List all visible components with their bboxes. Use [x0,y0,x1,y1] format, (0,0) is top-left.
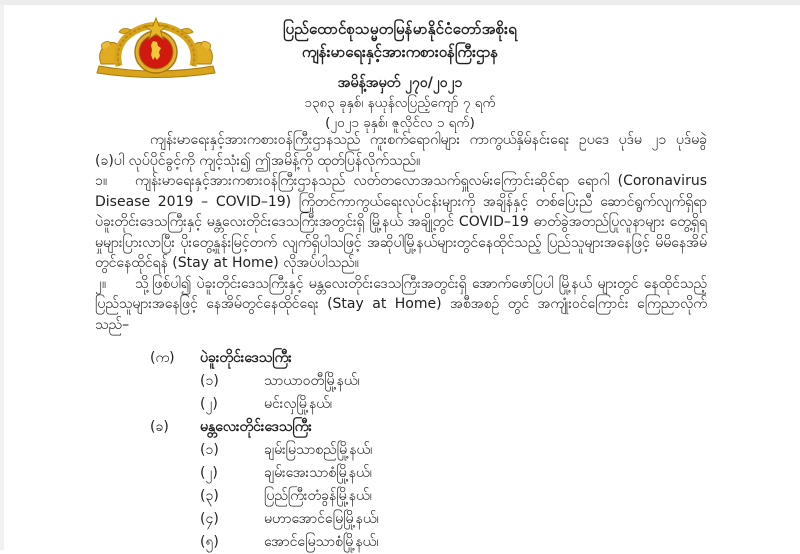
township-number: (၄) [200,511,219,527]
township-item [200,370,630,393]
order-number: အမိန့်အမှတ် ၂၇၀/၂၀၂၁ [337,75,463,91]
region-bago [150,347,630,370]
township-item [200,462,630,485]
township-number: (၂) [200,465,218,481]
township-number: (၁) [200,442,219,458]
township-item [200,485,630,508]
township-item [200,439,630,462]
region-name: မန္တလေးတိုင်းဒေသကြီး [200,419,312,435]
region-name: ပဲခူးတိုင်းဒေသကြီး [200,350,292,366]
paragraph-1-number: ၁။ [95,173,108,189]
township-name: မဟာအောင်မြေမြို့နယ်၊ [264,511,379,527]
township-number: (၃) [200,488,219,504]
ministry-title: ကျန်းမာရေးနှင့်အားကစားဝန်ကြီးဌာန [301,43,499,61]
document-body [95,130,707,335]
township-number: (၁) [200,373,219,389]
date-gregorian-calendar: (၂၀၂၁ ခုနှစ်၊ ဇူလိုင်လ ၁ ရက်) [325,115,475,131]
township-item [200,531,630,554]
paragraph-2 [95,274,707,336]
paragraph-2-number: ၂။ [95,275,107,292]
date-myanmar-calendar: ၁၃၈၃ ခုနှစ်၊ နယုန်လပြည့်ကျော် ၇ ရက် [304,95,496,111]
paragraph-1 [95,171,707,274]
township-name: ချမ်းအေးသာစံမြို့နယ်၊ [264,465,372,481]
township-item [200,508,630,531]
township-name: ချမ်းမြသာစည်မြို့နယ်၊ [264,442,373,458]
township-name: သာယာဝတီမြို့နယ်၊ [264,373,360,389]
township-name: အောင်မြေသာစံမြို့နယ်၊ [264,534,379,550]
township-number: (၅) [200,534,219,550]
township-item [200,393,630,416]
government-title: ပြည်ထောင်စုသမ္မတမြန်မာနိုင်ငံတော်အစိုးရ [283,20,517,38]
township-list [150,347,630,554]
region-mandalay [150,416,630,439]
region-label: (ခ) [150,419,169,435]
intro-paragraph: ကျန်းမာရေးနှင့်အားကစားဝန်ကြီးဌာနသည် ကူးစက်ရောဂါများ ကာကွယ်နှိမ်နင်းရေး ဥပဒေ ပုဒ်မ ၂၁ ပုဒ်မခွဲ (ခ)ပါ လုပ်ပိုင်ခွင့်ကို ကျင့်သုံး၍ ဤအမိန့်ကို ထုတ်ပြန်လိုက်သည်။ [95,132,707,169]
document-header [0,18,800,133]
paragraph-1-text: ကျန်းမာရေးနှင့်အားကစားဝန်ကြီးဌာနသည် လတ်တလောအသက်ရှူလမ်းကြောင်းဆိုင်ရာ ရောဂါ (Coronavirus Disease 2019 – COVID–19) ကြိုတင်ကာကွယ်ရေးလုပ်ငန်းများကို အချိန်နှင့် တစ်ပြေးညီ ဆောင်ရွက်လျက်ရှိရာ ပဲခူးတိုင်းဒေသကြီးနှင့် မန္တလေးတိုင်းဒေသကြီးအတွင်းရှိ မြို့နယ် အချို့တွင် COVID–19 ဓာတ်ခွဲအတည်ပြုလူနာများ တွေ့ရှိရမှုများပြားလာပြီး ပိုးတွေ့နှုန်းမြင့်တက် လျက်ရှိပါသဖြင့် အဆိုပါမြို့နယ်များတွင်နေထိုင်သည့် ပြည်သူများအနေဖြင့် မိမိနေအိမ်တွင်နေထိုင်ရန် (Stay at Home) လိုအပ်ပါသည်။ [95,173,707,271]
township-name: ပြည်ကြီးတံခွန်မြို့နယ်၊ [264,488,372,504]
paragraph-2-text: သို့ဖြစ်ပါ၍ ပဲခူးတိုင်းဒေသကြီးနှင့် မန္တလေးတိုင်းဒေသကြီးအတွင်းရှိ အောက်ဖော်ပြပါ မြို့နယ် များတွင် နေထိုင်သည့် ပြည်သူများအနေဖြင့် နေအိမ်တွင်နေထိုင်ရေး (Stay at Home) အစီအစဉ် တွင် အကျုံးဝင်ကြောင်း ကြေညာလိုက်သည်– [95,275,707,333]
township-name: မင်းလှမြို့နယ်၊ [264,396,333,412]
township-number: (၂) [200,396,218,412]
region-label: (က) [150,350,175,366]
